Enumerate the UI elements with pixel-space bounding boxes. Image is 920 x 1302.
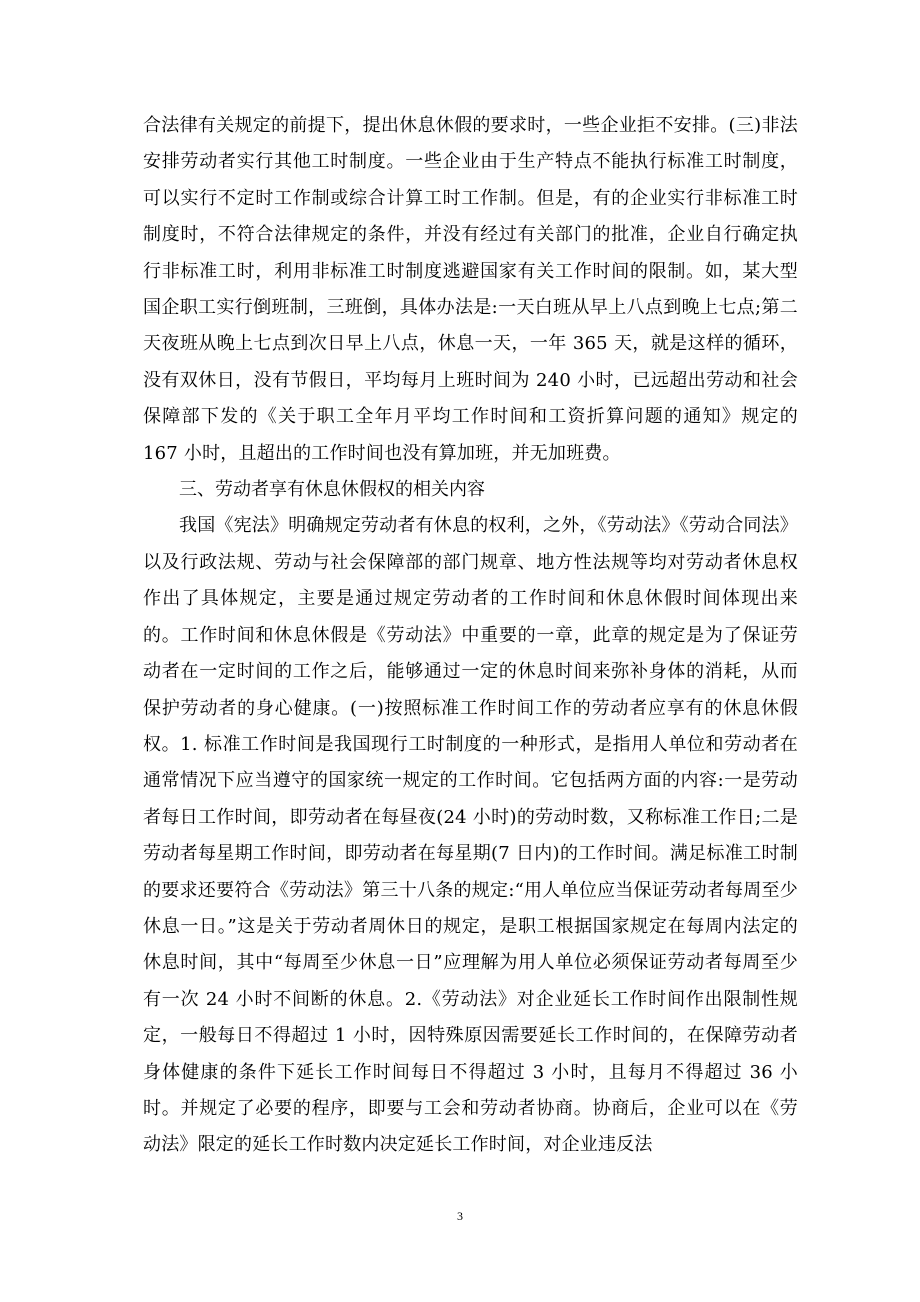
body-paragraph: 我国《宪法》明确规定劳动者有休息的权利，之外，《劳动法》《劳动合同法》以及行政法规、劳动与社会保障部的部门规章、地方性法规等均对劳动者休息权作出了具体规定，主要是通过规定劳动者的工作时间和休息休假时间体现出来的。工作时间和休息休假是《劳动法》中重要的一章，此章的规定是为了保证劳动者在一定时间的工作之后，能够通过一定的休息时间来弥补身体的消耗，从而保护劳动者的身心健康。(一)按照标准工作时间工作的劳动者应享有的休息休假权。1. 标准工作时间是我国现行工时制度的一种形式，是指用人单位和劳动者在通常情况下应当遵守的国家统一规定的工作时间。它包括两方面的内容:一是劳动者每日工作时间，即劳动者在每昼夜(24 小时)的劳动时数，又称标准工作日;二是劳动者每星期工作时间，即劳动者在每星期(7 日内)的工作时间。满足标准工时制的要求还要符合《劳动法》第三十八条的规定:“用人单位应当保证劳动者每周至少休息一日。”这是关于劳动者周休日的规定，是职工根据国家规定在每周内法定的休息时间，其中“每周至少休息一日”应理解为用人单位必须保证劳动者每周至少有一次 24 小时不间断的休息。2.《劳动法》对企业延长工作时间作出限制性规定，一般每日不得超过 1 小时，因特殊原因需要延长工作时间的，在保障劳动者身体健康的条件下延长工作时间每日不得超过 3 小时，且每月不得超过 36 小时。并规定了必要的程序，即要与工会和劳动者协商。协商后，企业可以在《劳动法》限定的延长工作时数内决定延长工作时间，对企业违反法 [143, 515, 798, 1156]
body-paragraph: 合法律有关规定的前提下，提出休息休假的要求时，一些企业拒不安排。(三)非法安排劳动者实行其他工时制度。一些企业由于生产特点不能执行标准工时制度，可以实行不定时工作制或综合计算工时工作制。但是，有的企业实行非标准工时制度时，不符合法律规定的条件，并没有经过有关部门的批准，企业自行确定执行非标准工时，利用非标准工时制度逃避国家有关工作时间的限制。如，某大型国企职工实行倒班制，三班倒，具体办法是:一天白班从早上八点到晚上七点;第二天夜班从晚上七点到次日早上八点，休息一天，一年 365 天，就是这样的循环，没有双休日，没有节假日，平均每月上班时间为 240 小时，已远超出劳动和社会保障部下发的《关于职工全年月平均工作时间和工资折算问题的通知》规定的 167 小时，且超出的工作时间也没有算加班，并无加班费。 [143, 115, 798, 464]
page-number: 3 [457, 1209, 463, 1223]
document-body [143, 108, 798, 1164]
section-heading: 三、劳动者享有休息休假权的相关内容 [179, 479, 485, 501]
